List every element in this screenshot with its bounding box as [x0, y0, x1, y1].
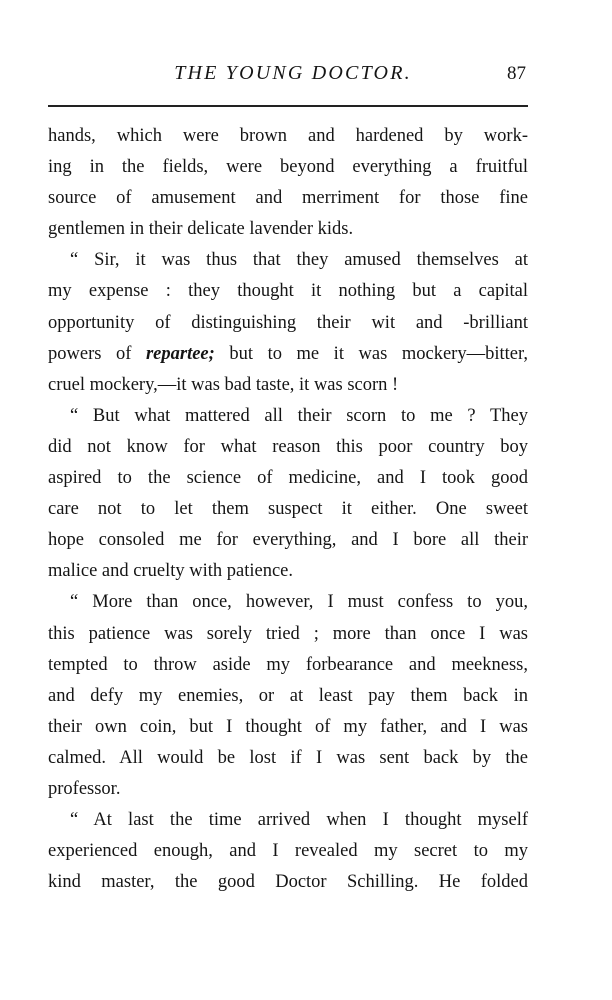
page-number: 87 — [507, 63, 526, 84]
text-line: and defy my enemies, or at least pay them back in — [48, 685, 528, 706]
text-line: did not know for what reason this poor country boy — [48, 436, 528, 457]
text-line: gentlemen in their delicate lavender kids. — [48, 219, 354, 240]
text-line: professor. — [48, 778, 121, 799]
text-line: aspired to the science of medicine, and I took good — [48, 468, 528, 489]
page-header — [48, 62, 528, 96]
text-line: care not to let them suspect it either. One sweet — [48, 499, 528, 520]
text-line: this patience was sorely tried ; more than once I was — [48, 623, 528, 644]
text-line: malice and cruelty with patience. — [48, 561, 294, 582]
text-line: tempted to throw aside my forbearance and meekness, — [48, 654, 528, 675]
header-rule — [48, 105, 528, 107]
text-line: calmed. All would be lost if I was sent back by the — [48, 747, 528, 768]
text-line: “ Sir, it was thus that they amused themselves at — [70, 250, 528, 271]
italic-word: repartee; — [145, 343, 215, 364]
text-line: “ At last the time arrived when I thought myself — [70, 810, 528, 831]
running-title: THE YOUNG DOCTOR. — [174, 62, 412, 84]
text-segment: but to me it was mockery—bitter, — [214, 343, 528, 364]
text-line: their own coin, but I thought of my father, and I was — [48, 716, 528, 737]
text-line: my expense : they thought it nothing but a capital — [48, 281, 528, 302]
text-line: ing in the fields, were beyond everything a fruitful — [48, 157, 528, 178]
text-line: opportunity of distinguishing their wit and -brilliant — [48, 312, 528, 333]
text-line: hands, which were brown and hardened by work- — [48, 126, 528, 146]
text-segment: powers of — [48, 343, 146, 364]
body-text — [48, 121, 528, 898]
text-line: kind master, the good Doctor Schilling. He folded — [48, 872, 528, 893]
text-line: “ More than once, however, I must confess to you, — [70, 592, 528, 613]
text-line: “ But what mattered all their scorn to me ? They — [70, 405, 528, 426]
text-line: hope consoled me for everything, and I bore all their — [48, 530, 528, 551]
text-line — [48, 339, 528, 370]
text-line: experienced enough, and I revealed my secret to my — [48, 841, 528, 862]
text-line: source of amusement and merriment for those fine — [48, 188, 528, 209]
text-line: cruel mockery,—it was bad taste, it was scorn ! — [48, 374, 399, 395]
